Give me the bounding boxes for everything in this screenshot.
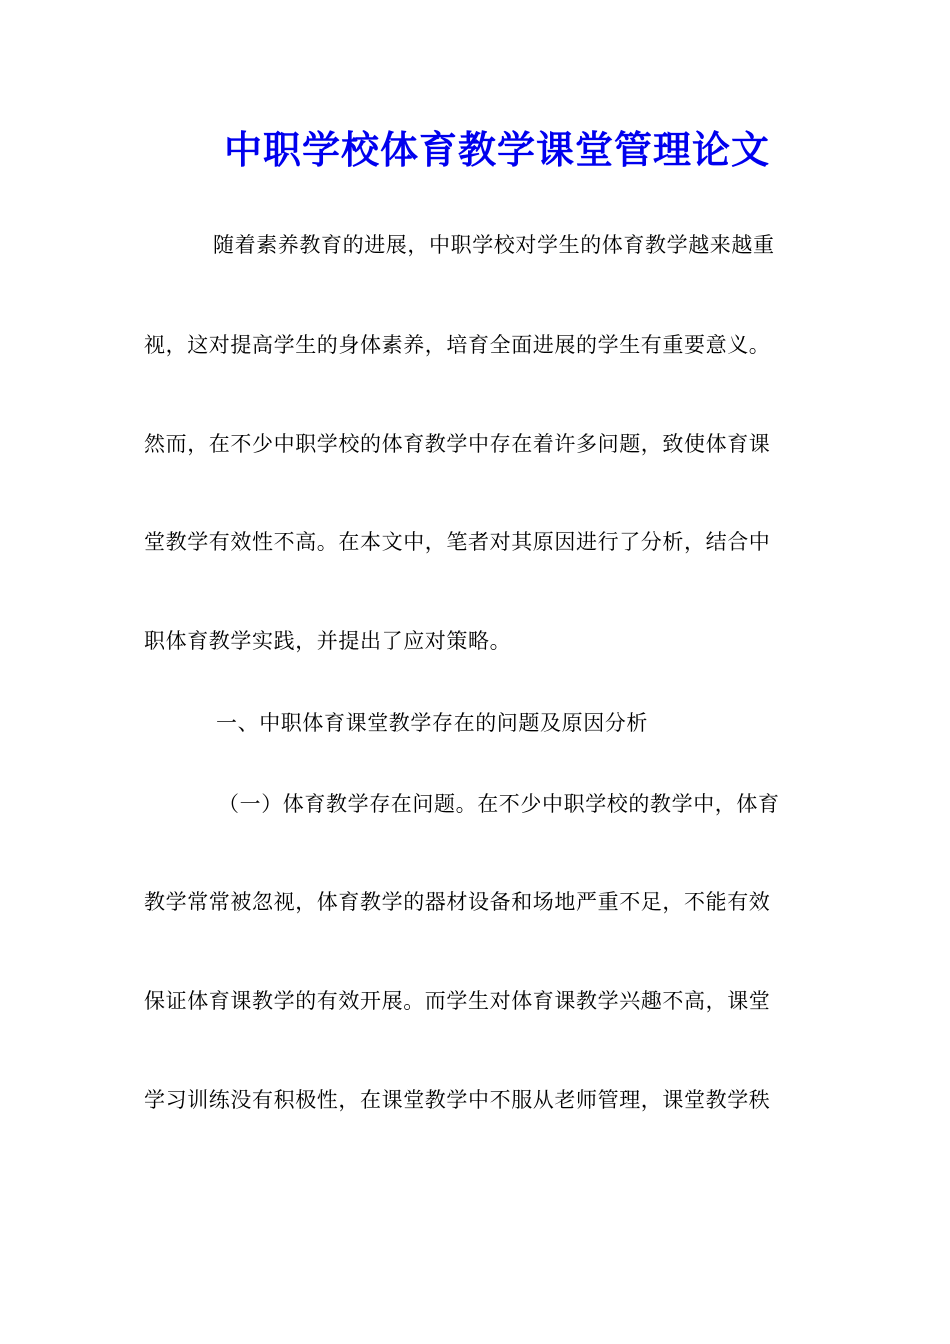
paragraph-line-2: 视，这对提高学生的身体素养，培育全面进展的学生有重要意义。 — [144, 333, 771, 357]
section-heading-1: 一、中职体育课堂教学存在的问题及原因分析 — [216, 711, 648, 735]
paragraph-line-9: 学习训练没有积极性，在课堂教学中不服从老师管理，课堂教学秩 — [144, 1088, 771, 1112]
paragraph-line-3: 然而，在不少中职学校的体育教学中存在着许多问题，致使体育课 — [144, 432, 771, 456]
paragraph-line-5: 职体育教学实践，并提出了应对策略。 — [144, 629, 512, 653]
paragraph-line-1: 随着素养教育的进展，中职学校对学生的体育教学越来越重 — [213, 233, 775, 257]
paragraph-line-8: 保证体育课教学的有效开展。而学生对体育课教学兴趣不高，课堂 — [144, 989, 771, 1013]
paragraph-line-6: （一）体育教学存在问题。在不少中职学校的教学中，体育 — [218, 792, 780, 816]
paragraph-line-7: 教学常常被忽视，体育教学的器材设备和场地严重不足，不能有效 — [144, 890, 771, 914]
paragraph-line-4: 堂教学有效性不高。在本文中，笔者对其原因进行了分析，结合中 — [144, 530, 771, 554]
document-title: 中职学校体育教学课堂管理论文 — [223, 127, 770, 172]
